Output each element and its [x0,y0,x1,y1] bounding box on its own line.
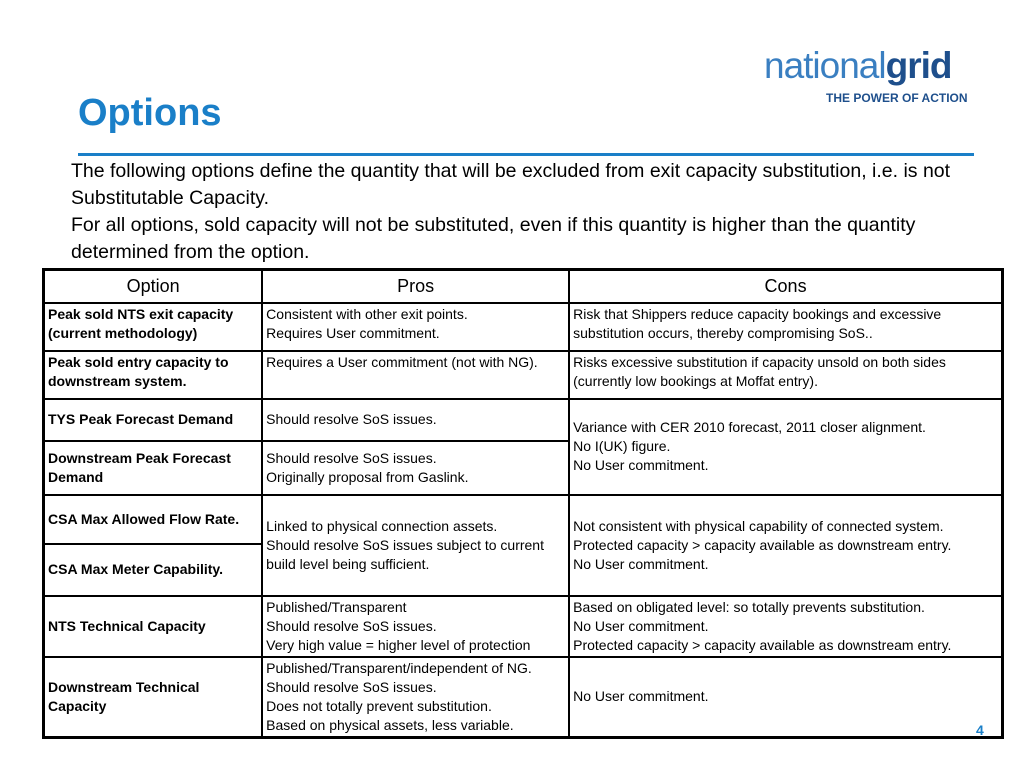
cons-cell: Risk that Shippers reduce capacity bookings and excessive substitution occurs, thereby compromising SoS.. [569,303,1002,351]
cons-cell: Variance with CER 2010 forecast, 2011 closer alignment. No I(UK) figure. No User commitment. [569,399,1002,495]
header-option: Option [44,270,263,303]
options-table [42,268,1004,739]
table-row [44,657,1003,738]
intro-text [71,158,1001,266]
header-cons: Cons [569,270,1002,303]
cons-cell: No User commitment. [569,657,1002,738]
pros-cell: Linked to physical connection assets. Should resolve SoS issues subject to current build level being sufficient. [262,495,569,596]
pros-cell: Published/Transparent Should resolve SoS issues. Very high value = higher level of protection [262,596,569,657]
pros-cell: Requires a User commitment (not with NG). [262,351,569,399]
title-divider [78,153,974,156]
option-cell: Downstream Peak Forecast Demand [44,441,263,495]
pros-cell: Should resolve SoS issues. [262,399,569,441]
cons-cell: Based on obligated level: so totally prevents substitution. No User commitment. Protected capacity > capacity available as downstream entry. [569,596,1002,657]
logo-wordmark: nationalgrid [764,45,952,86]
header-pros: Pros [262,270,569,303]
pros-cell: Consistent with other exit points. Requires User commitment. [262,303,569,351]
cons-cell: Not consistent with physical capability of connected system. Protected capacity > capacity available as downstream entry. No User commitment. [569,495,1002,596]
option-cell: CSA Max Allowed Flow Rate. [44,495,263,544]
option-cell: NTS Technical Capacity [44,596,263,657]
table-header-row [44,270,1003,303]
cons-cell: Risks excessive substitution if capacity unsold on both sides (currently low bookings at Moffat entry). [569,351,1002,399]
national-grid-logo [764,44,974,108]
option-cell: Peak sold entry capacity to downstream system. [44,351,263,399]
table-row [44,399,1003,441]
option-cell: CSA Max Meter Capability. [44,544,263,596]
pros-cell: Should resolve SoS issues. Originally proposal from Gaslink. [262,441,569,495]
option-cell: Peak sold NTS exit capacity (current methodology) [44,303,263,351]
table-row [44,303,1003,351]
logo-tagline: THE POWER OF ACTION [826,91,968,105]
table-row [44,351,1003,399]
page-number: 4 [976,722,984,738]
intro-paragraph-1: The following options define the quantity that will be excluded from exit capacity substitution, i.e. is not Substitutable Capacity. [71,160,951,209]
option-cell: TYS Peak Forecast Demand [44,399,263,441]
table-row [44,495,1003,544]
table-row [44,596,1003,657]
pros-cell: Published/Transparent/independent of NG. Should resolve SoS issues. Does not totally prevent substitution. Based on physical assets, less variable. [262,657,569,738]
option-cell: Downstream Technical Capacity [44,657,263,738]
page-title: Options [78,92,222,134]
intro-paragraph-2: For all options, sold capacity will not be substituted, even if this quantity is higher than the quantity determined from the option. [71,214,916,263]
